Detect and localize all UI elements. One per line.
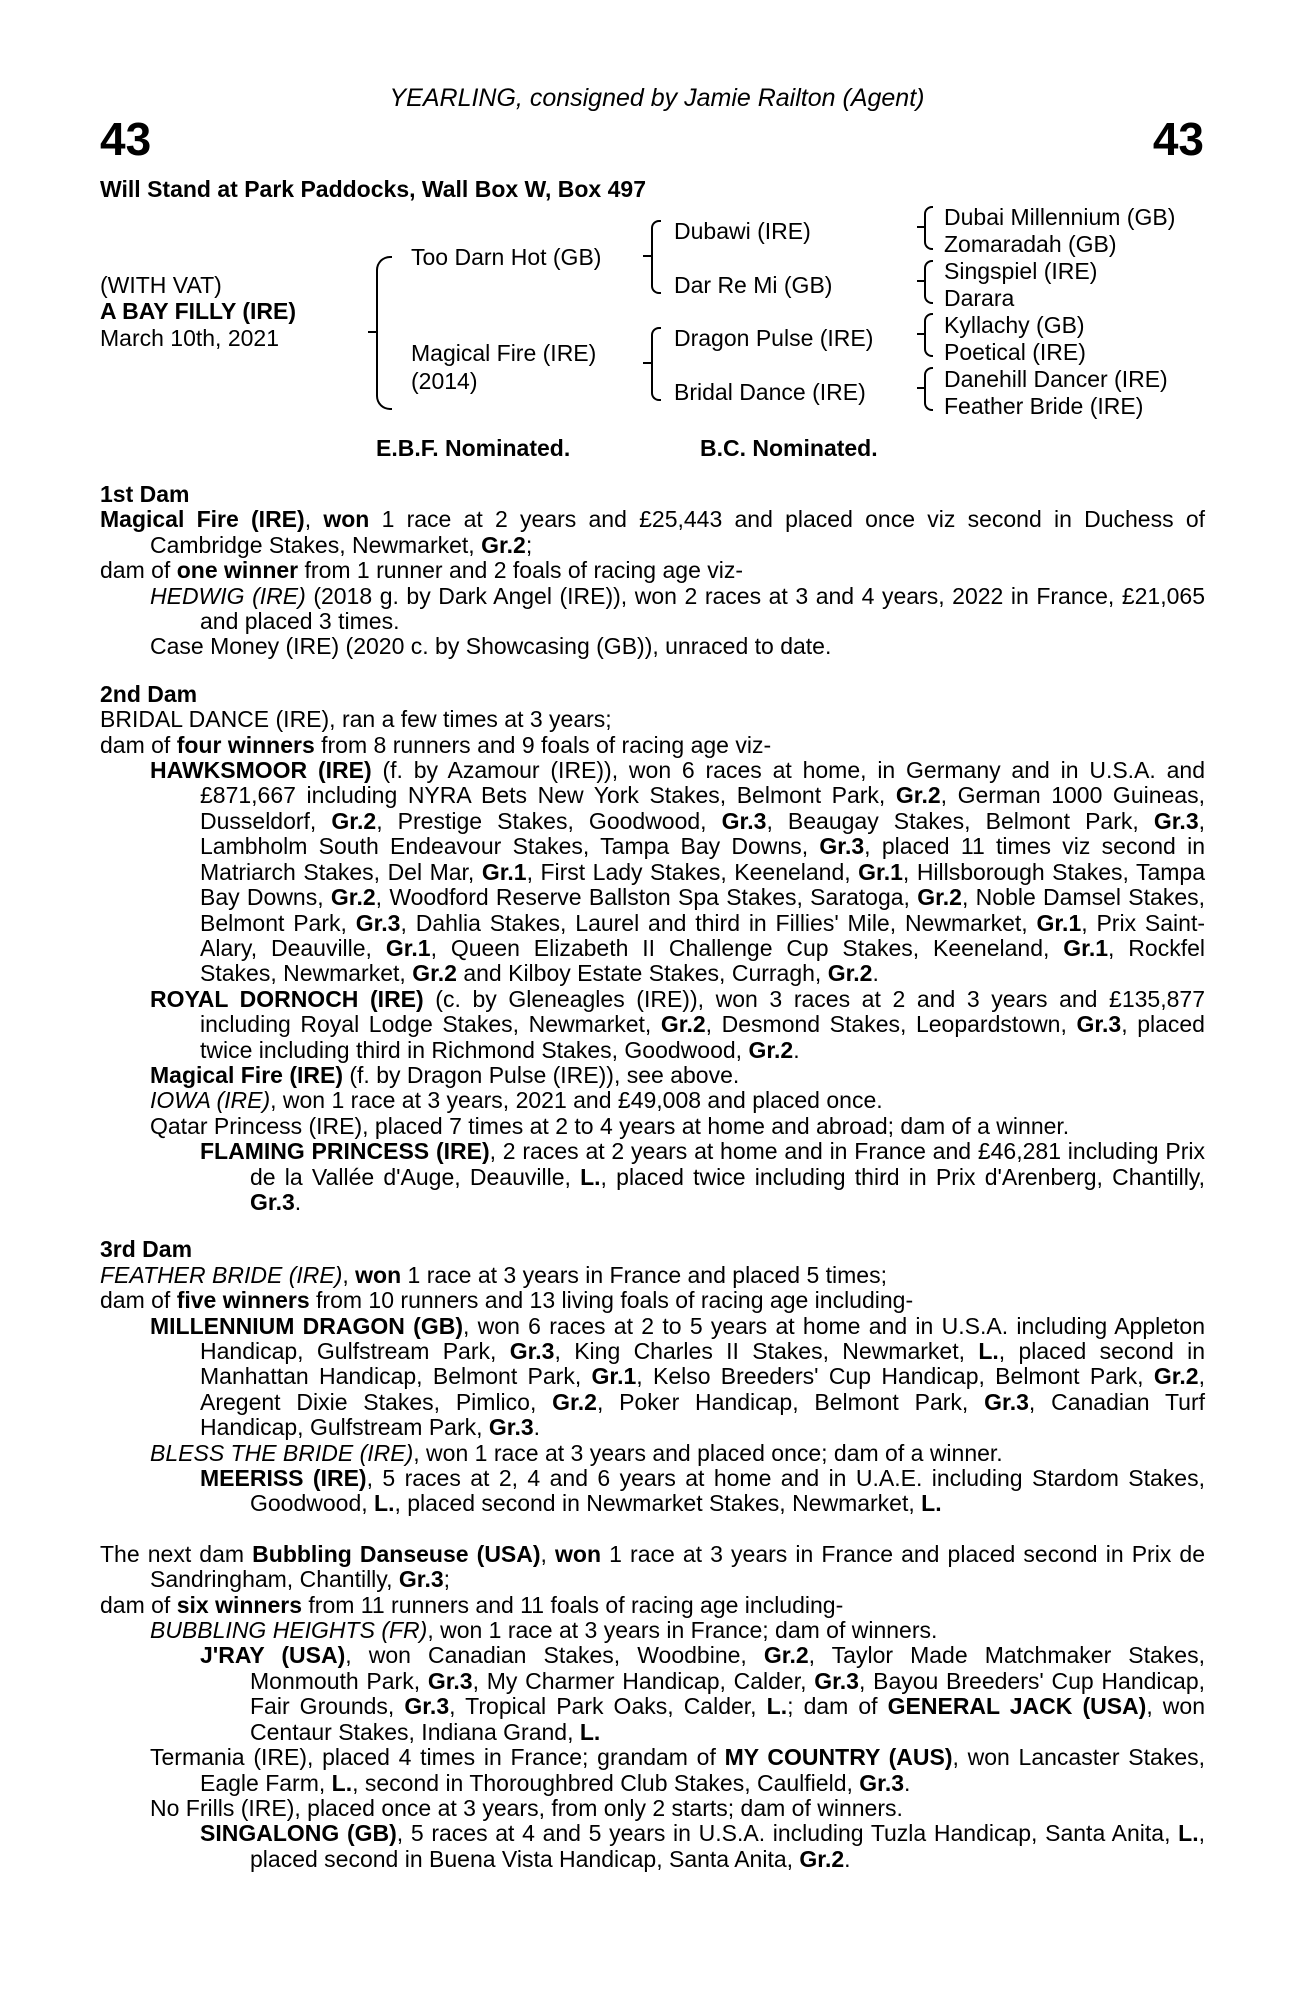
foal-royal-dornoch: ROYAL DORNOCH (IRE) (c. by Gleneagles (IRE)), won 3 races at 2 and 3 years and £135,877 including Royal Lodge Stakes, Newmarket, Gr.2, Desmond Stakes, Leopardstown, Gr.3, placed twice including third in Richmond Stakes, Goodwood, Gr.2.	[150, 985, 1205, 1063]
grandfoal-singalong: SINGALONG (GB), 5 races at 4 and 5 years in U.S.A. including Tuzla Handicap, Santa Anita, L., placed second in Buena Vista Handicap, Santa Anita, Gr.2.	[200, 1820, 1205, 1872]
brace-main	[376, 256, 392, 410]
first-dam-heading: 1st Dam	[100, 481, 190, 507]
sire: Too Darn Hot (GB)	[411, 244, 602, 270]
foal-magical-fire: Magical Fire (IRE) (f. by Dragon Pulse (IRE)), see above.	[150, 1061, 740, 1088]
foal-case-money: Case Money (IRE) (2020 c. by Showcasing (GB)), unraced to date.	[150, 633, 832, 660]
lot-number-left: 43	[100, 113, 152, 165]
foal-hedwig: HEDWIG (IRE) (2018 g. by Dark Angel (IRE)), won 2 races at 3 and 4 years, 2022 in France, £21,065 and placed 3 times.	[150, 582, 1205, 635]
second-dam-produce-summary: dam of four winners from 8 runners and 9 foals of racing age viz-	[100, 731, 772, 758]
second-dam-heading: 2nd Dam	[100, 680, 198, 707]
g3-poetical: Poetical (IRE)	[944, 339, 1086, 365]
third-dam-produce-summary: dam of five winners from 10 runners and 13 living foals of racing age including-	[100, 1287, 914, 1314]
first-dam-entry: Magical Fire (IRE), won 1 race at 2 years and £25,443 and placed once viz second in Duchess of Cambridge Stakes, Newmarket, Gr.2;	[100, 506, 1206, 558]
dam: Magical Fire (IRE)	[411, 340, 597, 366]
first-dam-produce-summary: dam of one winner from 1 runner and 2 foals of racing age viz-	[100, 557, 744, 584]
g3-singspiel: Singspiel (IRE)	[944, 258, 1098, 284]
brace-g4	[924, 367, 933, 411]
brace-dam	[651, 327, 661, 401]
g3-danehill-dancer: Danehill Dancer (IRE)	[944, 366, 1168, 392]
g3-kyllachy: Kyllachy (GB)	[944, 312, 1085, 338]
brace-main-notch	[368, 331, 376, 333]
foal-hawksmoor: HAWKSMOOR (IRE) (f. by Azamour (IRE)), won 6 races at home, in Germany and in U.S.A. and £871,667 including NYRA Bets New York Stakes, Belmont Park, Gr.2, German 1000 Guineas, Dusseldorf, Gr.2, Prestige Stakes, Goodwood, Gr.3, Beaugay Stakes, Belmont Park, Gr.3, Lambholm South Endeavour Stakes, Tampa Bay Downs, Gr.3, placed 11 times viz second in Matriarch Stakes, Del Mar, Gr.1, First Lady Stakes, Keeneland, Gr.1, Hillsborough Stakes, Tampa Bay Downs, Gr.2, Woodford Reserve Ballston Spa Stakes, Saratoga, Gr.2, Noble Damsel Stakes, Belmont Park, Gr.3, Dahlia Stakes, Laurel and third in Fillies' Mile, Newmarket, Gr.1, Prix Saint-Alary, Deauville, Gr.1, Queen Elizabeth II Challenge Cup Stakes, Keeneland, Gr.1, Rockfel Stakes, Newmarket, Gr.2 and Kilboy Estate Stakes, Curragh, Gr.2.	[150, 757, 1206, 987]
foal-bubbling-heights: BUBBLING HEIGHTS (FR), won 1 race at 3 years in France; dam of winners.	[150, 1617, 938, 1644]
foal-no-frills: No Frills (IRE), placed once at 3 years, from only 2 starts; dam of winners.	[150, 1794, 903, 1821]
g3-darara: Darara	[944, 285, 1015, 311]
grandfoal-flaming-princess: FLAMING PRINCESS (IRE), 2 races at 2 years at home and in France and £46,281 including Prix de la Vallée d'Auge, Deauville, L., placed twice including third in Prix d'Arenberg, Chantilly, Gr.3.	[200, 1138, 1205, 1215]
dam-sire: Dragon Pulse (IRE)	[674, 325, 874, 351]
lot-number-right: 43	[1152, 113, 1204, 165]
dam-line	[100, 482, 1205, 1872]
third-dam-entry: FEATHER BRIDE (IRE), won 1 race at 3 years in France and placed 5 times;	[100, 1261, 887, 1288]
dam-dam: Bridal Dance (IRE)	[674, 379, 866, 405]
brace-sire-notch	[643, 255, 651, 257]
g3-zomaradah: Zomaradah (GB)	[944, 231, 1117, 257]
second-dam-entry: BRIDAL DANCE (IRE), ran a few times at 3 years;	[100, 706, 612, 733]
brace-g2	[924, 260, 933, 304]
foal-iowa: IOWA (IRE), won 1 race at 3 years, 2021 and £49,008 and placed once.	[150, 1087, 883, 1114]
brace-g3-notch	[917, 333, 924, 335]
bc-nominated: B.C. Nominated.	[700, 435, 878, 461]
next-dam-entry: The next dam Bubbling Danseuse (USA), won 1 race at 3 years in France and placed second in Prix de Sandringham, Chantilly, Gr.3;	[100, 1540, 1205, 1593]
catalogue-header: YEARLING, consigned by Jamie Railton (Agent)	[389, 84, 925, 112]
grandfoal-jray: J'RAY (USA), won Canadian Stakes, Woodbine, Gr.2, Taylor Made Matchmaker Stakes, Monmouth Park, Gr.3, My Charmer Handicap, Calder, Gr.3, Bayou Breeders' Cup Handicap, Fair Grounds, Gr.3, Tropical Park Oaks, Calder, L.; dam of GENERAL JACK (USA), won Centaur Stakes, Indiana Grand, L.	[200, 1642, 1205, 1745]
brace-g3	[924, 313, 933, 357]
ebf-nominated: E.B.F. Nominated.	[376, 435, 571, 461]
g3-dubai-millennium: Dubai Millennium (GB)	[944, 204, 1176, 230]
brace-g4-notch	[917, 387, 924, 389]
foal-millennium-dragon: MILLENNIUM DRAGON (GB), won 6 races at 2 to 5 years at home and in U.S.A. including Appleton Handicap, Gulfstream Park, Gr.3, King Charles II Stakes, Newmarket, L., placed second in Manhattan Handicap, Belmont Park, Gr.1, Kelso Breeders' Cup Handicap, Belmont Park, Gr.2, Aregent Dixie Stakes, Pimlico, Gr.2, Poker Handicap, Belmont Park, Gr.3, Canadian Turf Handicap, Gulfstream Park, Gr.3.	[150, 1312, 1206, 1441]
brace-sire	[651, 220, 661, 294]
sire-dam: Dar Re Mi (GB)	[674, 272, 833, 298]
dam-year: (2014)	[411, 368, 478, 394]
brace-g1	[924, 206, 933, 250]
brace-dam-notch	[643, 362, 651, 364]
brace-g2-notch	[917, 280, 924, 282]
brace-g1-notch	[917, 226, 924, 228]
g3-feather-bride: Feather Bride (IRE)	[944, 393, 1144, 419]
vat-note: (WITH VAT)	[100, 272, 222, 298]
sire-sire: Dubawi (IRE)	[674, 218, 811, 244]
third-dam-heading: 3rd Dam	[100, 1236, 193, 1263]
horse-name: A BAY FILLY (IRE)	[100, 298, 296, 324]
next-dam-produce-summary: dam of six winners from 11 runners and 11 foals of racing age including-	[100, 1591, 844, 1618]
foaling-date: March 10th, 2021	[100, 325, 280, 351]
stand-location: Will Stand at Park Paddocks, Wall Box W, Box 497	[100, 176, 646, 202]
foal-termania: Termania (IRE), placed 4 times in France; grandam of MY COUNTRY (AUS), won Lancaster Stakes, Eagle Farm, L., second in Thoroughbred Club Stakes, Caulfield, Gr.3.	[150, 1744, 1205, 1796]
foal-qatar-princess: Qatar Princess (IRE), placed 7 times at 2 to 4 years at home and abroad; dam of a winner.	[150, 1112, 1070, 1139]
foal-bless-the-bride: BLESS THE BRIDE (IRE), won 1 race at 3 years and placed once; dam of a winner.	[150, 1439, 1003, 1466]
grandfoal-meeriss: MEERISS (IRE), 5 races at 2, 4 and 6 years at home and in U.A.E. including Stardom Stakes, Goodwood, L., placed second in Newmarket Stakes, Newmarket, L.	[200, 1465, 1205, 1517]
